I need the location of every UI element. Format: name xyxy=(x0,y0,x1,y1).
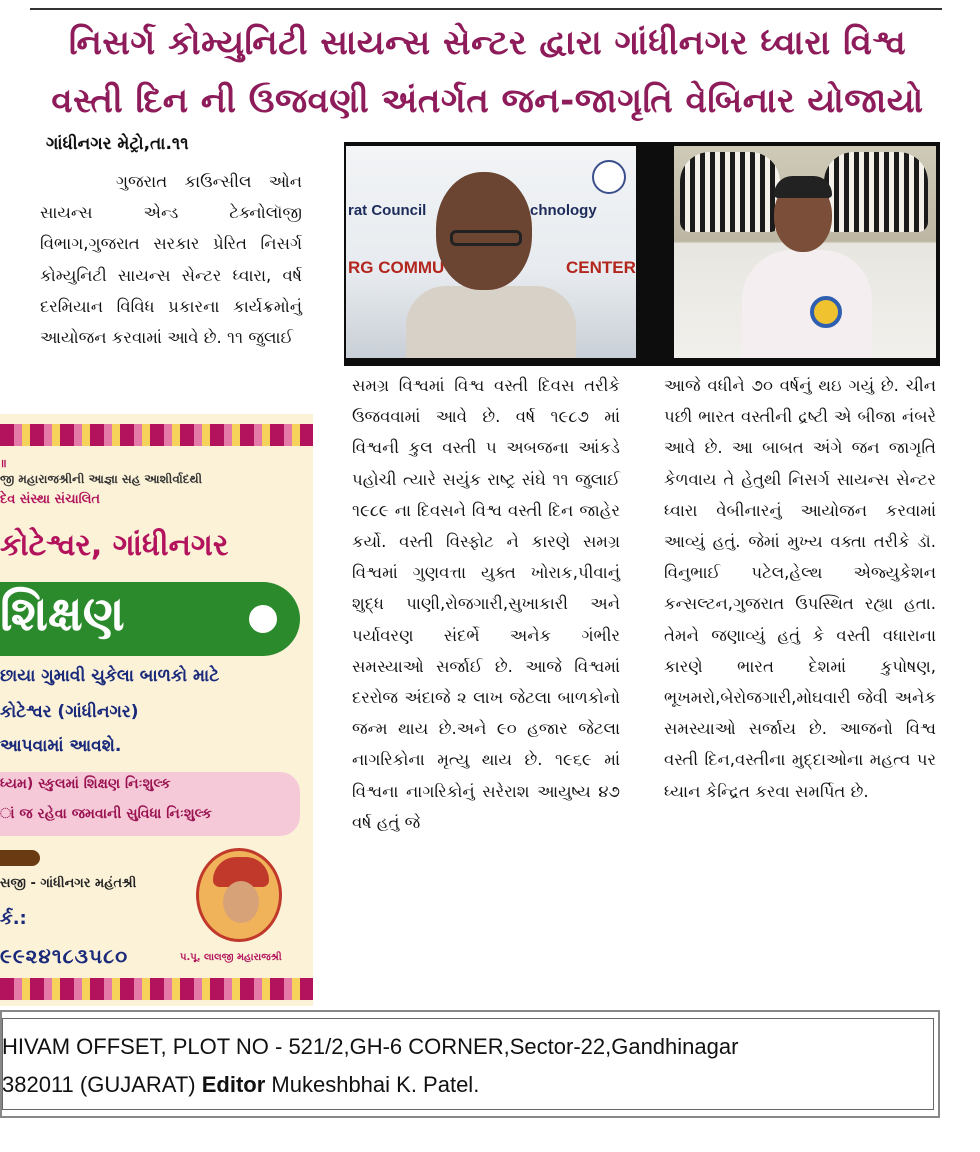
guest-hair xyxy=(774,176,832,198)
ad-institution-line: દેવ સંસ્થા સંચાલિત xyxy=(0,492,101,507)
dateline: ગાંધીનગર મેટ્રો,તા.૧૧ xyxy=(46,134,189,154)
article-column-2 xyxy=(352,370,620,838)
ad-border-top xyxy=(0,424,313,446)
banner-text-council: rat Council xyxy=(348,202,427,219)
banner-text-technology: chnology xyxy=(530,202,597,219)
guest-body xyxy=(742,250,872,358)
ad-line-6: ધ્યમ) સ્કુલમાં શિક્ષણ નિઃશુલ્ક xyxy=(0,776,171,792)
speaker-body xyxy=(406,286,576,358)
advertisement xyxy=(0,414,313,1006)
article-column-3-text: આજે વધીને ૭૦ વર્ષનું થઇ ગયું છે. ચીન પછી ભારત વસ્તીની દ્રષ્ટી એ બીજા નંબરે આવે છે. આ બાબત અંગે જન જાગૃતિ કેળવાય તે હેતુથી નિસર્ગ સાયન્સ સેન્ટર ધ્વારા વેબીનારનું આયોજન કરવામાં આવ્યું હતું. જેમાં મુખ્ય વક્તા તરીકે ડૉ. વિનુભાઈ પટેલ,હેલ્થ એજ્યુકેશન કન્સલ્ટન,ગુજરાત ઉપસ્થિત રહ્યા હતા. તેમને જણાવ્યું હતું કે વસ્તી વધારાના કારણે ભારત દેશમાં કુપોષણ, ભૂખમરો,બેરોજગારી,મોઘવારી જેવી અનેક સમસ્યાઓ સર્જાય છે. આજનો વિશ્વ વસ્તી દિન,વસ્તીના મુદ્દાઓના મહત્વ પર ધ્યાન કેન્દ્રિત કરવા સમર્પિત છે. xyxy=(664,376,936,801)
photo-speaker-right xyxy=(674,146,936,358)
ad-border-bottom xyxy=(0,978,313,1000)
ad-line-8: સજી - ગાંધીનગર મહંતશ્રી xyxy=(0,876,137,891)
imprint-editor-name: Mukeshbhai K. Patel. xyxy=(271,1072,480,1097)
headline xyxy=(30,14,945,130)
ad-circle-icon xyxy=(244,600,282,638)
ad-place-title: કોટેશ્વર, ગાંધીનગર xyxy=(0,528,229,563)
ad-portrait-face xyxy=(223,881,259,923)
imprint-line-1: HIVAM OFFSET, PLOT NO - 521/2,GH-6 CORNER,Sector-22,Gandhinagar xyxy=(2,1034,739,1059)
ad-line-3: છાયા ગુમાવી ચુકેલા બાળકો માટે xyxy=(0,666,220,686)
imprint-editor-label: Editor xyxy=(201,1072,266,1097)
ad-guru-name: પ.પૂ. લાલજી મહારાજશ્રી xyxy=(180,952,282,963)
ad-band-text: શિક્ષણ xyxy=(0,586,125,642)
zebra-painting-right xyxy=(824,152,928,232)
article-column-1 xyxy=(40,166,302,353)
headline-line-2: વસ્તી દિન ની ઉજવણી અંતર્ગત જન-જાગૃતિ વેબિનાર યોજાયો xyxy=(51,81,924,121)
ad-blessing-line: જી મહારાજશ્રીની આજ્ઞા સહ આશીર્વાદથી xyxy=(0,472,203,486)
imprint-box xyxy=(0,1010,940,1118)
ad-phone-number: ૯૯૨૪૧૮૩૫૮૦ xyxy=(0,944,129,968)
ad-small-mark: ॥ xyxy=(0,457,7,470)
banner-text-center: CENTER xyxy=(566,258,636,277)
imprint-address: 382011 (GUJARAT) xyxy=(2,1072,196,1097)
ad-line-4: કોટેશ્વર (ગાંધીનગર) xyxy=(0,702,139,722)
article-column-1-text: ગુજરાત કાઉન્સીલ ઓન સાયન્સ એન્ડ ટેક્નોલૉજી વિભાગ,ગુજરાત સરકાર પ્રેરિત નિસર્ગ કોમ્યુનિટી સાયન્સ સેન્ટર ધ્વારા, વર્ષ દરમિયાન વિવિધ પ્રકારના કાર્યક્રમોનું આયોજન કરવામાં આવે છે. ૧૧ જુલાઈ xyxy=(40,172,302,348)
article-column-2-text: સમગ્ર વિશ્વમાં વિશ્વ વસ્તી દિવસ તરીકે ઉજવવામાં આવે છે. વર્ષ ૧૯૮૭ માં વિશ્વની કુલ વસ્તી ૫ અબજના આંકડે પહોચી ત્યારે સયુંક રાષ્ટ્ર સંઘે ૧૧ જુલાઈ ૧૯૮૯ ના દિવસને વિશ્વ વસ્તી દિન જાહેર કર્યો. વસ્તી વિસ્ફોટ ને કારણે સમગ્ર વિશ્વમાં ગુણવત્તા યુક્ત ખોરાક,પીવાનું શુદ્ધ પાણી,રોજગારી,સુખાકારી અને પર્યાવરણ સંદર્ભે અનેક ગંભીર સમસ્યાઓ સર્જાઈ છે. આજે વિશ્વમાં દરરોજ અંદાજે ૨ લાખ જેટલા બાળકોનો જન્મ થાય છે.અને ૯૦ હજાર જેટલા નાગરિકોના મૃત્યુ થાય છે. ૧૯૬૯ માં વિશ્વના નાગરિકોનું સરેરાશ આયુષ્ય ૪૭ વર્ષ હતું જે xyxy=(352,376,620,832)
zebra-painting-left xyxy=(680,152,780,232)
photo-speaker-left xyxy=(346,146,636,358)
speaker-glasses xyxy=(450,230,522,246)
council-logo-icon xyxy=(592,160,626,194)
article-column-3 xyxy=(664,370,936,807)
banner-text-community: RG COMMU xyxy=(348,258,445,277)
ad-tag-icon xyxy=(0,850,40,866)
headline-line-1: નિસર્ગ કોમ્યુનિટી સાયન્સ સેન્ટર દ્વારા ગાંધીનગર ધ્વારા વિશ્વ xyxy=(68,23,907,63)
ad-guru-portrait xyxy=(196,848,282,942)
ad-line-7: ાં જ રહેવા જમવાની સુવિધા નિઃશુલ્ક xyxy=(0,806,212,822)
imprint-line-2 xyxy=(2,1072,479,1098)
medal-badge-icon xyxy=(810,296,842,328)
top-rule xyxy=(30,8,942,10)
ad-line-5: આપવામાં આવશે. xyxy=(0,736,122,756)
ad-contact-label: ર્ક.: xyxy=(0,908,27,929)
